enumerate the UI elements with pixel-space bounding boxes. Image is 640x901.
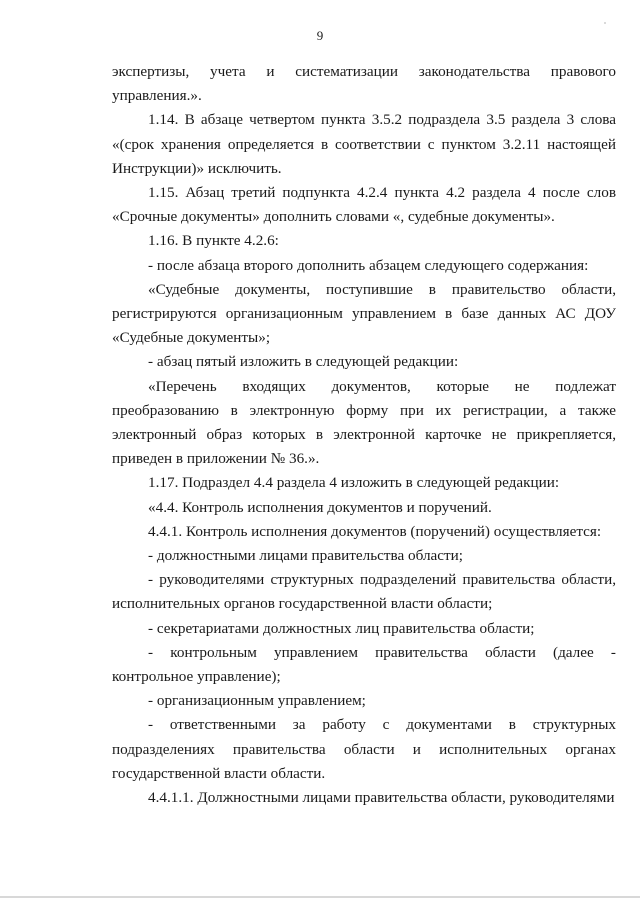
paragraph — [112, 60, 616, 108]
text-line: государственной власти области. — [112, 764, 326, 782]
text-line: «Судебные документы, поступившие в правительство области, — [148, 280, 616, 298]
text-line: электронный образ которых в электронной карточке не прикрепляется, — [112, 426, 616, 444]
text-line: - руководителями структурных подразделений правительства области, — [148, 571, 616, 589]
paragraph — [112, 713, 616, 786]
page-bottom-edge — [0, 896, 640, 898]
paragraph — [112, 544, 616, 568]
paragraph — [112, 181, 616, 229]
paragraph — [112, 617, 616, 641]
paragraph — [112, 689, 616, 713]
text-line: - должностными лицами правительства области; — [148, 547, 464, 565]
paragraph — [112, 229, 616, 253]
paragraph — [112, 520, 616, 544]
text-line: экспертизы, учета и систематизации законодательства правового — [112, 63, 616, 80]
text-line: «Перечень входящих документов, которые не подлежат — [148, 377, 616, 395]
text-line: - ответственными за работу с документами в структурных — [148, 716, 616, 734]
paragraph — [112, 471, 616, 495]
paragraph — [112, 786, 616, 810]
text-line: управления.». — [112, 87, 202, 105]
text-line: - контрольным управлением правительства области (далее - — [148, 643, 616, 661]
document-body — [112, 60, 616, 810]
text-line: 1.17. Подраздел 4.4 раздела 4 изложить в следующей редакции: — [148, 474, 560, 492]
paragraph — [112, 350, 616, 374]
text-line: регистрируются организационным управлением в базе данных АС ДОУ — [112, 305, 616, 323]
text-line: контрольное управление); — [112, 668, 281, 686]
text-line: «4.4. Контроль исполнения документов и поручений. — [148, 498, 492, 516]
paragraph — [112, 641, 616, 689]
paragraph — [112, 568, 616, 616]
text-line: «Судебные документы»; — [112, 329, 271, 347]
text-line: - абзац пятый изложить в следующей редакции: — [148, 353, 459, 371]
text-line: - секретариатами должностных лиц правительства области; — [148, 619, 535, 637]
paragraph — [112, 108, 616, 181]
text-line: 4.4.1.1. Должностными лицами правительства области, руководителями — [148, 789, 615, 807]
text-line: подразделениях правительства области и исполнительных органах — [112, 740, 616, 758]
text-line: приведен в приложении № 36.». — [112, 450, 320, 468]
text-line: 1.16. В пункте 4.2.6: — [148, 232, 279, 250]
paragraph — [112, 278, 616, 351]
text-line: «(срок хранения определяется в соответствии с пунктом 3.2.11 настоящей — [112, 135, 616, 153]
text-line: 4.4.1. Контроль исполнения документов (поручений) осуществляется: — [148, 522, 602, 540]
paragraph — [112, 375, 616, 472]
text-line: - организационным управлением; — [148, 692, 366, 710]
text-line: 1.15. Абзац третий подпункта 4.2.4 пункта 4.2 раздела 4 после слов — [148, 184, 616, 202]
text-line: «Срочные документы» дополнить словами «, судебные документы». — [112, 208, 555, 226]
paragraph — [112, 254, 616, 278]
text-line: 1.14. В абзаце четвертом пункта 3.5.2 подраздела 3.5 раздела 3 слова — [148, 111, 616, 129]
text-line: преобразованию в электронную форму при их регистрации, а также — [112, 401, 616, 419]
page-number: 9 — [316, 28, 324, 43]
scan-speck — [604, 22, 606, 24]
text-line: - после абзаца второго дополнить абзацем следующего содержания: — [148, 256, 589, 274]
paragraph — [112, 496, 616, 520]
text-line: Инструкции)» исключить. — [112, 159, 282, 177]
text-line: исполнительных органов государственной власти области; — [112, 595, 493, 613]
